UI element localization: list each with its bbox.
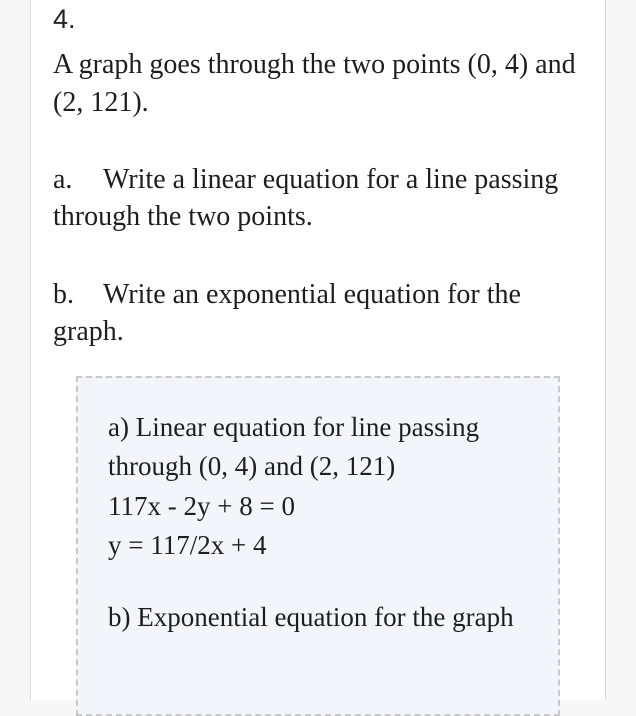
answer-part-b-heading: b) Exponential equation for the graph — [108, 602, 514, 632]
part-b-marker: b. — [53, 279, 74, 310]
part-b-text: Write an exponential equation for the graph. — [53, 279, 521, 347]
question-part-b — [53, 276, 583, 350]
part-a-text: Write a linear equation for a line passing through the two points. — [53, 164, 559, 232]
question-part-a — [53, 161, 583, 235]
answer-box — [76, 376, 560, 716]
question-stem: A graph goes through the two points (0, 4) and (2, 121). — [53, 49, 576, 118]
question-number: 4. — [53, 4, 76, 34]
question-card — [30, 0, 606, 700]
answer-equation-slope: y = 117/2x + 4 — [108, 530, 267, 560]
part-a-marker: a. — [53, 164, 73, 195]
answer-part-a-heading: a) Linear equation for line passing through (0, 4) and (2, 121) — [108, 412, 480, 481]
answer-equation-standard: 117x - 2y + 8 = 0 — [108, 491, 295, 521]
